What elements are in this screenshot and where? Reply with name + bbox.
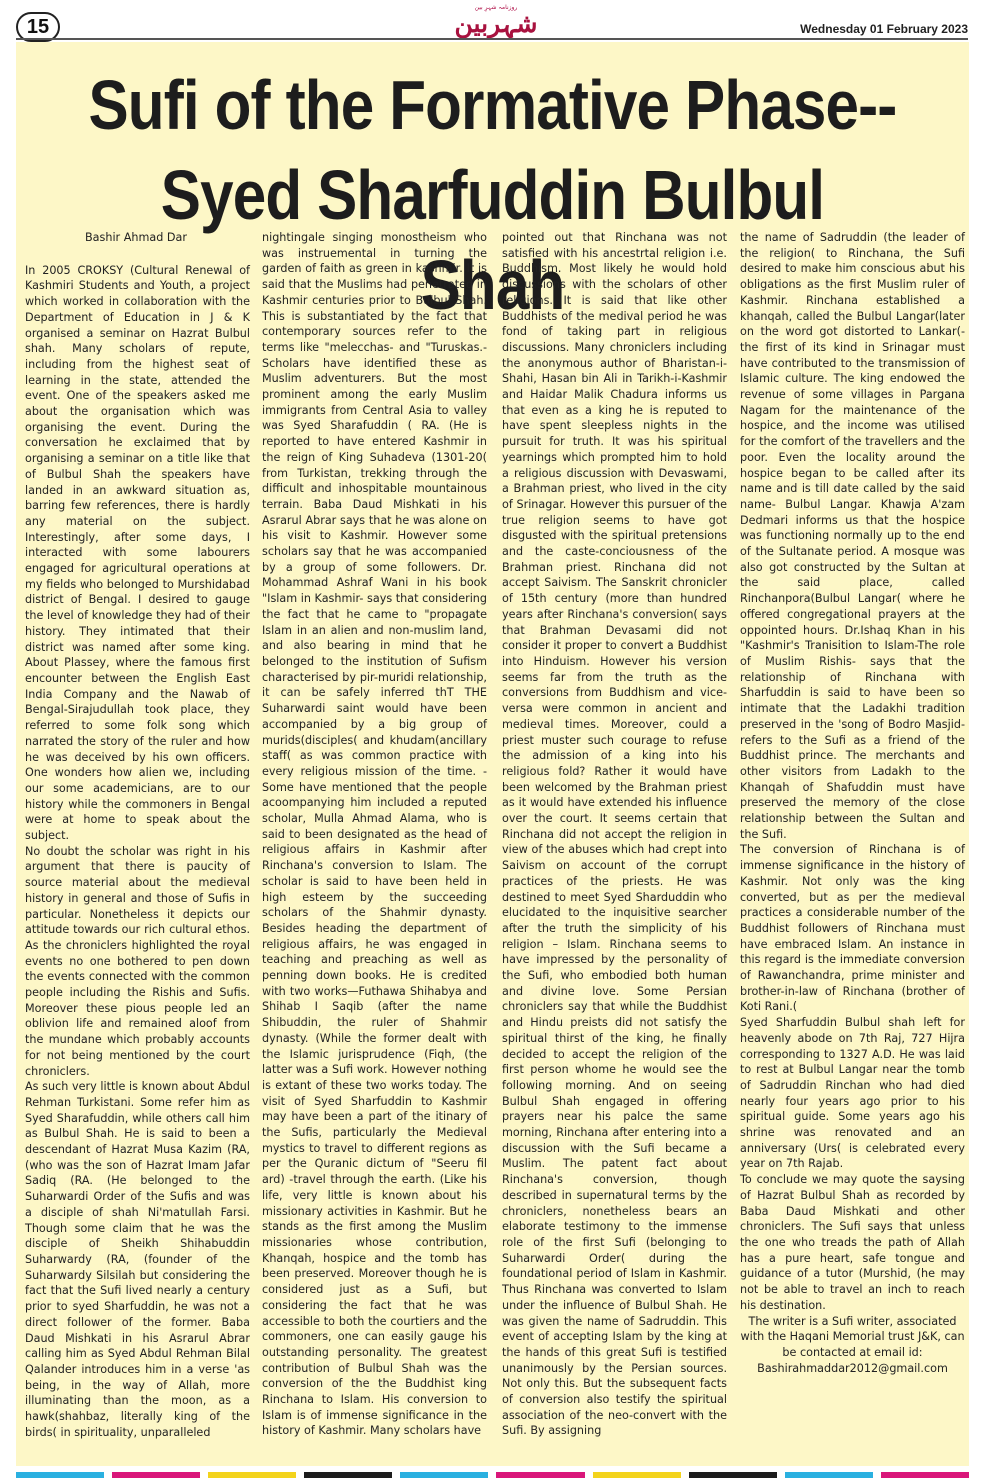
color-strip-segment bbox=[689, 1472, 777, 1478]
paragraph: As such very little is known about Abdul Rehman Turkistani. Some refer him as Syed Sharafuddin, while others call him as Bulbul Shah. He is said to been a descendant of Hazrat Musa Kazim (RA, (who was the son of Hazrat Imam Jafar Sadiq (RA. (He belonged to the Suharwardi Order of the Sufis and was a disciple of shah Ni'matullah Farsi. Though some claim that he was the disciple of Sheikh Shihabuddin Suharwardy (RA, (founder of the Suharwardy Silsilah but considering the fact that the Sufi lived nearly a century prior to syed Sharfuddin, he was not a direct follower of the former. Baba Daud Mishkati in his Asrarul Abrar calling him as Syed Abdul Rehman Bilal Qalander introduces him in a verse 'as being, in the way of Allah, more illuminating than the moon, as a hawk(shahbaz, literally king of the birds( in spirituality, unparalleled bbox=[25, 1080, 250, 1439]
author-email: Bashirahmaddar2012@gmail.com bbox=[757, 1361, 948, 1375]
paragraph: No doubt the scholar was right in his argument that there is paucity of source material about the medieval history in general and those of Sufis in particular. Nonetheless it depicts our attitude towards our rich cultural ethos. As the chroniclers highlighted the royal events no one bothered to pen down the events connected with the common people including the Rishis and Sufis. Moreover these pious people led an oblivion life and remained aloof from the mundane which probably accounts for not being mentioned by the court chroniclers. bbox=[25, 844, 250, 1078]
paragraph: pointed out that Rinchana was not satisfied with his ancestrtal religion i.e. Buddhism. Most likely he would hold discussions with the scholars of other religions. It is said that like other Buddhists of the medival period he was fond of taking part in religious discussions. Many chroniclers including the anonymous author of Bharistan-i-Shahi, Hasan bin Ali in Tarikh-i-Kashmir and Haidar Malik Chadura informs us that even as a king he is reputed to have spent sleepless nights in the pursuit for truth. It was his spiritual yearnings which prompted him to hold a religious discussion with Devaswami, a Brahman priest, who lived in the city of Srinagar. However this pursuer of the true religion seems to have got disgusted with the spiritual pretensions and the caste-conciousness of the Brahman priest. Rinchana did not accept Saivism. The Sanskrit chronicler of 15th century (more than hundred years after Rinchana's conversion( says that Brahman Devasami did not consider it proper to convert a Buddhist into Hinduism. However his version seems far from the truth as the conversions from Buddhism and vice-versa were common in ancient and medieval times. Moreover, could a priest muster such courage to refuse the admission of a king into his religious fold? Rather it would have been welcomed by the Brahman priest as it would have extended his influence over the court. It seems certain that Rinchana did not accept the religion in view of the abuses which had crept into Saivism on account of the corrupt practices of the priests. He was destined to meet Syed Sharduddin who elucidated to the inquisitive searcher after the truth the simplicity of his religion – Islam. Rinchana seems to have impressed by the personality of the Sufi, who embodied both human and divine love. Some Persian chroniclers say that while the Buddhist and Hindu preists did not satisfy the spiritual thirst of the king, he finally decided to accept the religion of the first person whome he would see the following morning. And on seeing Bulbul Shah engaged in offering prayers near his palce the same morning, Rinchana after entering into a discussion with the Sufi became a Muslim. The patent fact about Rinchana's conversion, though described in supernatural terms by the chroniclers, nonetheless bears an elaborate testimony to the immense role of the first Sufi (belonging to Suharwardi Order( during the foundational period of Islam in Kashmir. Thus Rinchana was converted to Islam under the influence of Bulbul Shah. He was given the name of Sadruddin. This event of accepting Islam by the king at the hands of this great Sufi is testified unanimously by the Persian sources. Not only this. But the subsequent facts of conversion also testify the spiritual association of the neo-convert with the Sufi. By assigning bbox=[502, 231, 727, 1438]
author-note: The writer is a Sufi writer, associated with the Haqani Memorial trust J&K, can be contacted at email id: bbox=[740, 1314, 965, 1359]
page-header bbox=[0, 0, 984, 44]
paragraph: To conclude we may quote the saysing of Hazrat Bulbul Shah as recorded by Baba Daud Mishkati and other chroniclers. The Sufi says that unless the one who treads the path of Allah has a pure heart, safe tongue and guidance of a tutor (Murshid, (he may not be able to travel an inch to reach his destination. bbox=[740, 1173, 965, 1312]
paragraph: nightingale singing monostheism who was instruemental in turning the garden of faith as green in kashmir. It is said that the Muslims had penetrated in Kashmir centuries prior to Bulbul Shah. This is substantiated by the fact that contemporary sources refer to the terms like "melecchas- and "Turuskas.- Scholars have identified these as Muslim adventurers. But the most prominent among the early Muslim immigrants from Central Asia to valley was Syed Sharafuddin ( RA. (He is reported to have entered Kashmir in the reign of King Suhadeva (1301-20( from Turkistan, trekking through the difficult and inhospitable mountainous terrain. Baba Daud Mishkati in his Asrarul Abrar says that he was alone on his visit to Kashmir. However some scholars say that he was accompanied by a group of some followers. Dr. Mohammad Ashraf Wani in his book "Islam in Kashmir- says that considering the fact that he came to "propagate Islam in an alien and non-muslim land, and also bearing in mind that he belonged to the institution of Sufism characterised by pir-muridi relationship, it can be safely inferred thT THE Suharwardi saint would have been accompanied by a big group of murids(disciples( and khudam(ancillary staff( as was common practice with every religious mission of the time. - Some have mentioned that the people acoompanying him included a reputed scholar, Mulla Ahmad Alama, who is said to been designated as the head of religious affairs in Kashmir after Rinchana's conversion to Islam. The scholar is said to have been held in high esteem by the succeeding scholars of the Shahmir dynasty. Besides heading the department of religious affairs, he was engaged in teaching and preaching as well as penning down books. He is credited with two works—Futhawa Shihabya and Shihab I Saqib (after the name Shibuddin, the ruler of Shahmir dynasty. (While the former dealt with the Islamic jurisprudence (Fiqh, (the latter was a Sufi work. However nothing is extant of these two works today. The visit of Syed Sharfuddin to Kashmir may have been a part of the itinary of the Sufis, particularly the Medieval mystics to travel to different regions as per the Quranic dictum of "Seeru fil ard) -travel through the earth. (Like his life, very little is known about his missionary activities in Kashmir. But he stands as the first among the Muslim missionaries whose contribution, Khanqah, hospice and the tomb has been preserved. Moreover though he is considered just as a Sufi, but considering the fact that he was accessible to both the courtiers and the commoners, one can easily gauge his outstanding personality. The greatest contribution of Bulbul Shah was the conversion of the the Buddhist king Rinchana to Islam. His conversion to Islam is of immense significance in the history of Kashmir. Many scholars have bbox=[262, 231, 487, 1438]
paragraph: The conversion of Rinchana is of immense significance in the history of Kashmir. Not only was the king converted, but as per the medieval practices a considerable number of the Buddhist followers of Rinchana must have embraced Islam. An instance in this regard is the immediate conversion of Rawanchandra, prime minister and brother-in-law of Rinchana (brother of Koti Rani.( bbox=[740, 843, 965, 1014]
article-column-1 bbox=[25, 230, 250, 1440]
article-column-2 bbox=[262, 230, 487, 1439]
article-column-4 bbox=[740, 230, 965, 1376]
paragraph: the name of Sadruddin (the leader of the religion( to Rinchana, the Sufi desired to make him conscious abut his obligations as the first Muslim ruler of Kashmir. Rinchana established a khanqah, called the Bulbul Langar(later on the word got distorted to Lankar(-the first of its kind in Srinagar must have contributed to the transmission of Islamic culture. The king endowed the revenue of some villages in Pargana Nagam for the maintenance of the hospice, and the income was utilised for the comfort of the travellers and the poor. Even the locality around the hospice began to be called after its name and is till date called by the said name- Bulbul Langar. Khawja A'zam Dedmari informs us that the hospice was functioning normally up to the end of the Sultanate period. A mosque was also got constructed by the Sultan at the said place, called Rinchanpora(Bulbul Langar( where he offered congregational prayers at the oppointed hours. Dr.Ishaq Khan in his "Kashmir's Tranisition to Islam-The role of Muslim Rishis- says that the relationship of Rinchana with Sharfuddin is said to have been so intimate that the Ladakhi tradition preserved in the 'song of Bodro Masjid- refers to the Sufi as a friend of the Buddhist prince. The merchants and other visitors from Ladakh to the Khanqah of Shafuddin must have preserved the memory of the close relationship between the Sultan and the Sufi. bbox=[740, 231, 965, 841]
color-strip-segment bbox=[400, 1472, 488, 1478]
color-strip-segment bbox=[496, 1472, 584, 1478]
color-strip-segment bbox=[208, 1472, 296, 1478]
masthead-logo-text: شہربین bbox=[454, 9, 538, 38]
color-strip-segment bbox=[304, 1472, 392, 1478]
color-strip-segment bbox=[785, 1472, 873, 1478]
color-strip-segment bbox=[593, 1472, 681, 1478]
color-strip-segment bbox=[881, 1472, 969, 1478]
paragraph: Syed Sharfuddin Bulbul shah left for heavenly abode on 7th Raj, 727 Hijra corresponding to 1327 A.D. He was laid to rest at Bulbul Langar near the tomb of Sadruddin Rinchan who had died nearly four years ago prior to his spiritual guide. Some years ago his shrine was renovated and an anniversary (Urs( is celebrated every year on 7th Rajab. bbox=[740, 1016, 965, 1171]
header-divider bbox=[16, 38, 968, 40]
article-byline: Bashir Ahmad Dar bbox=[85, 231, 187, 244]
article-panel bbox=[16, 42, 969, 1466]
color-registration-strip bbox=[16, 1472, 969, 1478]
issue-date: Wednesday 01 February 2023 bbox=[800, 22, 968, 36]
article-title: Sufi of the Formative Phase--Syed Sharfuddin Bulbul Shah bbox=[88, 66, 897, 324]
masthead-logo-tagline: روزنامہ شہرِ بین bbox=[474, 4, 518, 11]
color-strip-segment bbox=[112, 1472, 200, 1478]
article-column-3 bbox=[502, 230, 727, 1439]
color-strip-segment bbox=[16, 1472, 104, 1478]
page-number-badge: 15 bbox=[16, 12, 60, 42]
paragraph: In 2005 CROKSY (Cultural Renewal of Kashmiri Students and Youth, a project which worked in collaboration with the Department of Education in J & K organised a seminar on Hazrat Bulbul shah. Many scholars of repute, including from the highest seat of learning in the state, attended the event. One of the speakers asked me about the organisation which was organising the event. During the conversation he exclaimed that by organising a seminar on a title like that of Bulbul Shah the speakers have landed in an awkward situation as, barring few references, there is hardly any material on the subject. Interestingly, after some days, I interacted with some labourers engaged for agricultural operations at my fields who belonged to Murshidabad district of Bengal. I desired to gauge the level of knowledge they had of their history. They intimated that their district was named after some king. About Plassey, where the famous first encounter between the English East India Company and the Nawab of Bengal-Sirajudullah took place, they referred to some folk song which narrated the story of the ruler and how he was deceived by his own officers. One wonders how alien we, including our some academicians, are to our history while the commoners in Bengal were at home to speak about the subject. bbox=[25, 263, 250, 843]
